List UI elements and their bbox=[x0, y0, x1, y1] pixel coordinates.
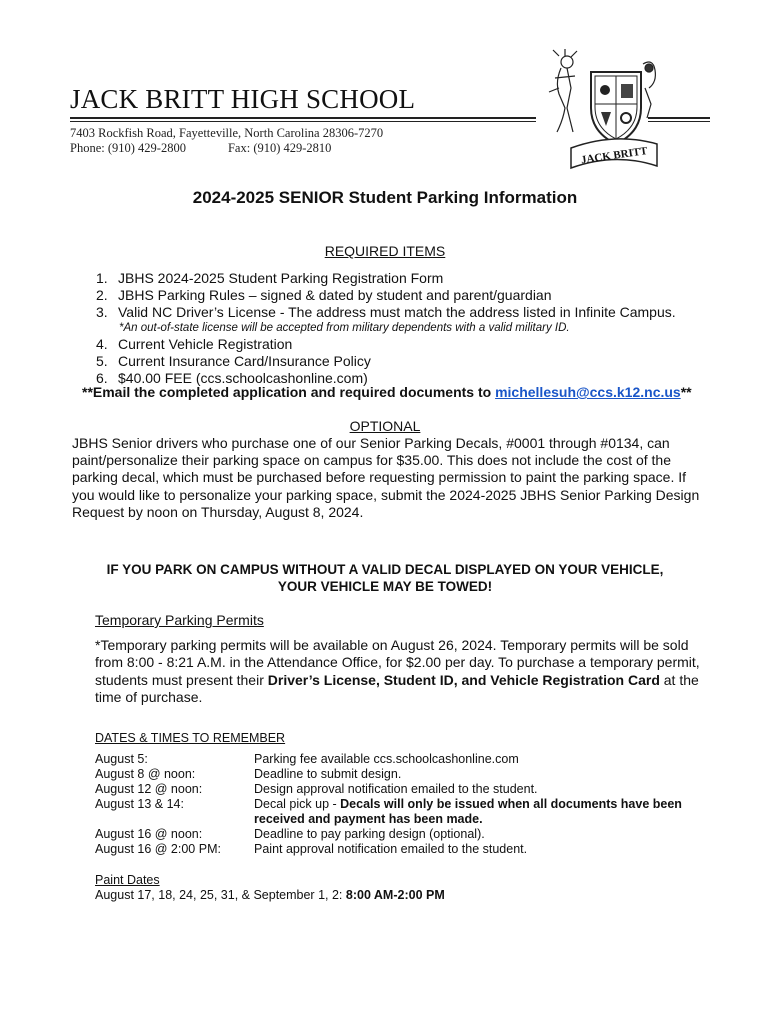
header-divider-thin bbox=[70, 121, 536, 122]
date-row: August 5: Parking fee available ccs.schoolcashonline.com bbox=[95, 752, 519, 766]
phone-number: Phone: (910) 429-2800 bbox=[70, 141, 186, 155]
temporary-permits-heading: Temporary Parking Permits bbox=[95, 612, 264, 628]
date-row: August 8 @ noon: Deadline to submit design. bbox=[95, 767, 402, 781]
email-link[interactable]: michellesuh@ccs.k12.nc.us bbox=[495, 384, 681, 400]
list-item: 3. Valid NC Driver’s License - The address must match the address listed in Infinite Campus. bbox=[96, 304, 676, 320]
required-items-list bbox=[96, 270, 676, 387]
school-crest-logo bbox=[545, 48, 660, 170]
dates-heading: DATES & TIMES TO REMEMBER bbox=[95, 731, 286, 745]
svg-text:JACK BRITT: JACK BRITT bbox=[580, 145, 649, 167]
optional-heading: OPTIONAL bbox=[349, 418, 421, 434]
page-title: 2024-2025 SENIOR Student Parking Information bbox=[192, 188, 578, 207]
fax-number: Fax: (910) 429-2810 bbox=[227, 141, 332, 155]
date-row: August 16 @ 2:00 PM: Paint approval notification emailed to the student. bbox=[95, 842, 528, 856]
date-row: August 13 & 14: Decal pick up - Decals will only be issued when all documents have been received and payment has been made. bbox=[95, 797, 682, 826]
header-divider bbox=[70, 117, 536, 119]
date-row: August 16 @ noon: Deadline to pay parking design (optional). bbox=[95, 827, 485, 841]
dates-list bbox=[95, 752, 705, 857]
paint-dates-heading: Paint Dates bbox=[95, 873, 160, 887]
list-item: 4. Current Vehicle Registration bbox=[96, 336, 293, 352]
towing-warning: IF YOU PARK ON CAMPUS WITHOUT A VALID DECAL DISPLAYED ON YOUR VEHICLE, YOUR VEHICLE MAY BE TOWED! bbox=[106, 562, 664, 594]
list-item: 5. Current Insurance Card/Insurance Policy bbox=[96, 353, 371, 369]
school-address: 7403 Rockfish Road, Fayetteville, North Carolina 28306-7270 bbox=[70, 126, 384, 140]
required-items-heading: REQUIRED ITEMS bbox=[324, 243, 446, 259]
list-item: 6. $40.00 FEE (ccs.schoolcashonline.com) bbox=[96, 370, 368, 386]
contact-line bbox=[70, 141, 331, 156]
list-item: 1. JBHS 2024-2025 Student Parking Registration Form bbox=[96, 270, 444, 286]
paint-dates-line: August 17, 18, 24, 25, 31, & September 1, 2: 8:00 AM-2:00 PM bbox=[95, 888, 445, 902]
date-row: August 12 @ noon: Design approval notification emailed to the student. bbox=[95, 782, 538, 796]
list-item: 2. JBHS Parking Rules – signed & dated by student and parent/guardian bbox=[96, 287, 552, 303]
license-note: *An out-of-state license will be accepted from military dependents with a valid military ID. bbox=[119, 322, 570, 334]
optional-paragraph: JBHS Senior drivers who purchase one of our Senior Parking Decals, #0001 through #0134, can paint/personalize their parking space on campus for $35.00. This does not include the cost of the parking decal, which must be purchased before requesting permission to paint the parking space. If you would like to personalize your parking space, submit the 2024-2025 JBHS Senior Parking Design Request by noon on Thursday, August 8, 2024. bbox=[72, 435, 700, 520]
email-instruction: **Email the completed application and required documents to michellesuh@ccs.k12.nc.us** bbox=[82, 384, 692, 400]
header-divider-right bbox=[648, 117, 710, 119]
header-divider-right-thin bbox=[648, 121, 710, 122]
temporary-permits-paragraph: *Temporary parking permits will be available on August 26, 2024. Temporary permits will be sold from 8:00 - 8:21 A.M. in the Attendance Office, for $2.00 per day. To purchase a temporary permit, students must present their Driver’s License, Student ID, and Vehicle Registration Card at the time of purchase. bbox=[95, 637, 700, 706]
school-name: JACK BRITT HIGH SCHOOL bbox=[70, 84, 416, 114]
